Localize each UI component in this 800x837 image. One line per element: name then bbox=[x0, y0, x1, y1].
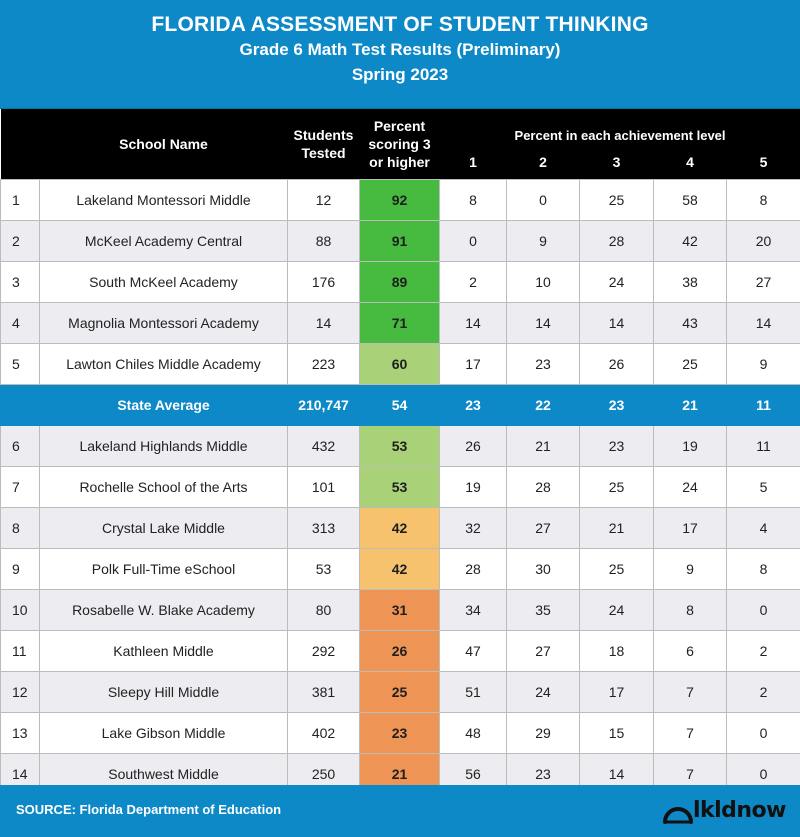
chart-header bbox=[0, 0, 800, 109]
level-4-cell: 42 bbox=[654, 221, 727, 262]
students-tested-cell: 80 bbox=[288, 590, 360, 631]
level-4-cell: 25 bbox=[654, 344, 727, 385]
table-row bbox=[1, 590, 800, 631]
chart-term: Spring 2023 bbox=[351, 65, 449, 84]
level-2-header: 2 bbox=[507, 145, 580, 180]
rank-cell: 14 bbox=[1, 754, 40, 795]
school-name-cell: Rosabelle W. Blake Academy bbox=[40, 590, 288, 631]
level-5-cell: 27 bbox=[727, 262, 800, 303]
level-1-cell: 28 bbox=[440, 549, 507, 590]
level-5-header: 5 bbox=[727, 145, 800, 180]
students-tested-cell: 210,747 bbox=[288, 385, 360, 426]
level-3-cell: 21 bbox=[580, 508, 654, 549]
level-2-cell: 23 bbox=[507, 344, 580, 385]
level-4-cell: 7 bbox=[654, 672, 727, 713]
level-5-cell: 5 bbox=[727, 467, 800, 508]
students-tested-cell: 101 bbox=[288, 467, 360, 508]
students-tested-cell: 381 bbox=[288, 672, 360, 713]
achievement-levels-header: Percent in each achievement level bbox=[440, 109, 800, 145]
level-2-cell: 22 bbox=[507, 385, 580, 426]
level-3-cell: 28 bbox=[580, 221, 654, 262]
level-2-cell: 9 bbox=[507, 221, 580, 262]
level-3-cell: 23 bbox=[580, 385, 654, 426]
level-5-cell: 2 bbox=[727, 672, 800, 713]
school-name-cell: Southwest Middle bbox=[40, 754, 288, 795]
table-row bbox=[1, 262, 800, 303]
level-4-cell: 17 bbox=[654, 508, 727, 549]
school-name-cell: South McKeel Academy bbox=[40, 262, 288, 303]
results-table bbox=[0, 109, 800, 795]
rank-cell: 12 bbox=[1, 672, 40, 713]
level-2-cell: 35 bbox=[507, 590, 580, 631]
level-3-cell: 23 bbox=[580, 426, 654, 467]
students-tested-cell: 250 bbox=[288, 754, 360, 795]
level-4-cell: 24 bbox=[654, 467, 727, 508]
state-average-row bbox=[1, 385, 800, 426]
level-2-cell: 27 bbox=[507, 631, 580, 672]
students-tested-cell: 12 bbox=[288, 180, 360, 221]
rank-header bbox=[1, 109, 40, 180]
table-body bbox=[1, 180, 800, 795]
level-3-cell: 25 bbox=[580, 467, 654, 508]
rank-cell: 10 bbox=[1, 590, 40, 631]
percent-scoring-cell: 91 bbox=[360, 221, 440, 262]
school-name-cell: Lake Gibson Middle bbox=[40, 713, 288, 754]
level-5-cell: 8 bbox=[727, 549, 800, 590]
table-row bbox=[1, 426, 800, 467]
level-1-cell: 0 bbox=[440, 221, 507, 262]
level-5-cell: 11 bbox=[727, 426, 800, 467]
level-3-cell: 24 bbox=[580, 262, 654, 303]
level-1-cell: 48 bbox=[440, 713, 507, 754]
students-tested-cell: 176 bbox=[288, 262, 360, 303]
students-tested-cell: 292 bbox=[288, 631, 360, 672]
rank-cell: 9 bbox=[1, 549, 40, 590]
school-name-cell: Kathleen Middle bbox=[40, 631, 288, 672]
level-1-cell: 2 bbox=[440, 262, 507, 303]
school-name-cell: Crystal Lake Middle bbox=[40, 508, 288, 549]
level-2-cell: 14 bbox=[507, 303, 580, 344]
rank-cell: 13 bbox=[1, 713, 40, 754]
percent-scoring-cell: 92 bbox=[360, 180, 440, 221]
level-5-cell: 11 bbox=[727, 385, 800, 426]
level-5-cell: 2 bbox=[727, 631, 800, 672]
school-name-cell: Sleepy Hill Middle bbox=[40, 672, 288, 713]
rank-cell: 7 bbox=[1, 467, 40, 508]
logo-wordmark: lkldnow bbox=[692, 797, 786, 823]
level-1-cell: 17 bbox=[440, 344, 507, 385]
rank-cell: 4 bbox=[1, 303, 40, 344]
source-note: SOURCE: Florida Department of Education bbox=[16, 802, 282, 817]
level-5-cell: 20 bbox=[727, 221, 800, 262]
level-3-cell: 26 bbox=[580, 344, 654, 385]
table-row bbox=[1, 713, 800, 754]
level-2-cell: 28 bbox=[507, 467, 580, 508]
table-row bbox=[1, 344, 800, 385]
level-1-cell: 47 bbox=[440, 631, 507, 672]
rank-cell: 1 bbox=[1, 180, 40, 221]
percent-scoring-cell: 23 bbox=[360, 713, 440, 754]
table-row bbox=[1, 549, 800, 590]
school-name-cell: Magnolia Montessori Academy bbox=[40, 303, 288, 344]
level-1-cell: 56 bbox=[440, 754, 507, 795]
table-row bbox=[1, 221, 800, 262]
level-5-cell: 8 bbox=[727, 180, 800, 221]
table-row bbox=[1, 631, 800, 672]
school-name-cell: Polk Full-Time eSchool bbox=[40, 549, 288, 590]
students-tested-cell: 402 bbox=[288, 713, 360, 754]
school-name-header: School Name bbox=[40, 109, 288, 180]
percent-scoring-cell: 42 bbox=[360, 549, 440, 590]
level-4-header: 4 bbox=[654, 145, 727, 180]
students-tested-cell: 432 bbox=[288, 426, 360, 467]
school-name-cell: Lakeland Montessori Middle bbox=[40, 180, 288, 221]
level-4-cell: 7 bbox=[654, 754, 727, 795]
level-4-cell: 19 bbox=[654, 426, 727, 467]
level-1-cell: 51 bbox=[440, 672, 507, 713]
rank-cell: 6 bbox=[1, 426, 40, 467]
level-5-cell: 4 bbox=[727, 508, 800, 549]
students-tested-header: Students Tested bbox=[288, 109, 360, 180]
level-5-cell: 0 bbox=[727, 754, 800, 795]
level-1-cell: 14 bbox=[440, 303, 507, 344]
table-row bbox=[1, 672, 800, 713]
level-3-cell: 17 bbox=[580, 672, 654, 713]
school-name-cell: State Average bbox=[40, 385, 288, 426]
level-3-header: 3 bbox=[580, 145, 654, 180]
level-5-cell: 0 bbox=[727, 713, 800, 754]
percent-scoring-cell: 21 bbox=[360, 754, 440, 795]
percent-scoring-cell: 26 bbox=[360, 631, 440, 672]
rank-cell: 2 bbox=[1, 221, 40, 262]
level-2-cell: 24 bbox=[507, 672, 580, 713]
level-3-cell: 25 bbox=[580, 549, 654, 590]
chart-footer bbox=[0, 785, 800, 837]
level-4-cell: 7 bbox=[654, 713, 727, 754]
level-1-cell: 26 bbox=[440, 426, 507, 467]
level-4-cell: 8 bbox=[654, 590, 727, 631]
table-row bbox=[1, 508, 800, 549]
percent-scoring-cell: 53 bbox=[360, 467, 440, 508]
level-2-cell: 23 bbox=[507, 754, 580, 795]
level-1-cell: 34 bbox=[440, 590, 507, 631]
school-name-cell: Lawton Chiles Middle Academy bbox=[40, 344, 288, 385]
level-3-cell: 14 bbox=[580, 754, 654, 795]
percent-scoring-cell: 31 bbox=[360, 590, 440, 631]
level-1-cell: 23 bbox=[440, 385, 507, 426]
percent-scoring-cell: 42 bbox=[360, 508, 440, 549]
table-header bbox=[1, 109, 800, 180]
chart-title: FLORIDA ASSESSMENT OF STUDENT THINKING bbox=[151, 13, 649, 36]
percent-scoring-cell: 89 bbox=[360, 262, 440, 303]
level-2-cell: 27 bbox=[507, 508, 580, 549]
percent-scoring-cell: 53 bbox=[360, 426, 440, 467]
percent-scoring-cell: 25 bbox=[360, 672, 440, 713]
level-3-cell: 15 bbox=[580, 713, 654, 754]
chart-subtitle: Grade 6 Math Test Results (Preliminary) bbox=[239, 40, 561, 59]
lkldnow-arc-logo-icon bbox=[661, 796, 695, 824]
students-tested-cell: 313 bbox=[288, 508, 360, 549]
level-1-cell: 8 bbox=[440, 180, 507, 221]
level-1-cell: 19 bbox=[440, 467, 507, 508]
level-2-cell: 21 bbox=[507, 426, 580, 467]
school-name-cell: McKeel Academy Central bbox=[40, 221, 288, 262]
level-2-cell: 10 bbox=[507, 262, 580, 303]
percent-scoring-cell: 60 bbox=[360, 344, 440, 385]
rank-cell bbox=[1, 385, 40, 426]
rank-cell: 11 bbox=[1, 631, 40, 672]
percent-scoring-header: Percent scoring 3 or higher bbox=[360, 109, 440, 180]
students-tested-cell: 53 bbox=[288, 549, 360, 590]
level-5-cell: 9 bbox=[727, 344, 800, 385]
level-4-cell: 6 bbox=[654, 631, 727, 672]
level-4-cell: 9 bbox=[654, 549, 727, 590]
level-4-cell: 38 bbox=[654, 262, 727, 303]
level-4-cell: 58 bbox=[654, 180, 727, 221]
level-3-cell: 24 bbox=[580, 590, 654, 631]
rank-cell: 3 bbox=[1, 262, 40, 303]
rank-cell: 8 bbox=[1, 508, 40, 549]
level-3-cell: 18 bbox=[580, 631, 654, 672]
school-name-cell: Lakeland Highlands Middle bbox=[40, 426, 288, 467]
table-row bbox=[1, 180, 800, 221]
level-2-cell: 29 bbox=[507, 713, 580, 754]
level-2-cell: 30 bbox=[507, 549, 580, 590]
students-tested-cell: 14 bbox=[288, 303, 360, 344]
percent-scoring-cell: 71 bbox=[360, 303, 440, 344]
level-5-cell: 14 bbox=[727, 303, 800, 344]
level-1-cell: 32 bbox=[440, 508, 507, 549]
percent-scoring-cell: 54 bbox=[360, 385, 440, 426]
students-tested-cell: 88 bbox=[288, 221, 360, 262]
level-1-header: 1 bbox=[440, 145, 507, 180]
students-tested-cell: 223 bbox=[288, 344, 360, 385]
level-4-cell: 43 bbox=[654, 303, 727, 344]
level-5-cell: 0 bbox=[727, 590, 800, 631]
level-3-cell: 25 bbox=[580, 180, 654, 221]
lkldnow-logo bbox=[661, 795, 786, 825]
level-2-cell: 0 bbox=[507, 180, 580, 221]
rank-cell: 5 bbox=[1, 344, 40, 385]
school-name-cell: Rochelle School of the Arts bbox=[40, 467, 288, 508]
level-3-cell: 14 bbox=[580, 303, 654, 344]
table-row bbox=[1, 467, 800, 508]
level-4-cell: 21 bbox=[654, 385, 727, 426]
table-row bbox=[1, 303, 800, 344]
